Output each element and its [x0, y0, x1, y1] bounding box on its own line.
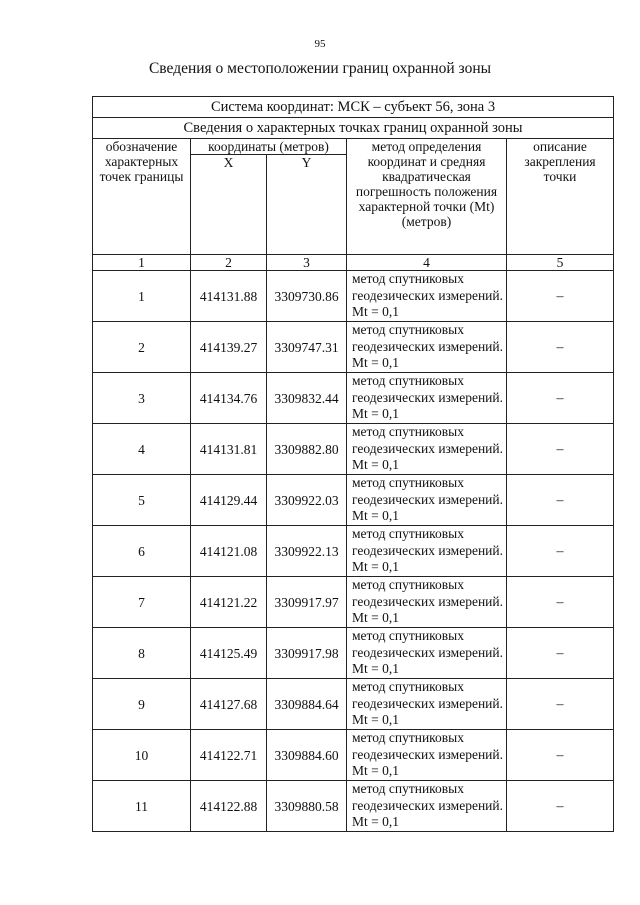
- method-description: метод спутниковых геодезических измерений. Mt = 0,1: [347, 526, 507, 577]
- table-row: [93, 271, 614, 322]
- coordinate-y: 3309917.97: [267, 577, 347, 628]
- coordinate-y: 3309884.60: [267, 730, 347, 781]
- point-id: 4: [93, 424, 191, 475]
- column-number: 3: [267, 255, 347, 271]
- table-row: [93, 628, 614, 679]
- method-description: метод спутниковых геодезических измерений. Mt = 0,1: [347, 628, 507, 679]
- header-row: [93, 139, 614, 155]
- coordinate-x: 414121.22: [191, 577, 267, 628]
- coordinate-x: 414131.81: [191, 424, 267, 475]
- column-number: 4: [347, 255, 507, 271]
- coordinate-x: 414122.71: [191, 730, 267, 781]
- page-number: 95: [314, 38, 326, 50]
- fixing-description: –: [507, 679, 614, 730]
- header-designation: обозначение характерных точек границы: [93, 139, 191, 255]
- fixing-description: –: [507, 322, 614, 373]
- fixing-description: –: [507, 781, 614, 832]
- coordinate-system: Система координат: МСК – субъект 56, зона 3: [93, 97, 614, 118]
- fixing-description: –: [507, 526, 614, 577]
- point-id: 6: [93, 526, 191, 577]
- method-description: метод спутниковых геодезических измерений. Mt = 0,1: [347, 730, 507, 781]
- point-id: 10: [93, 730, 191, 781]
- column-number: 1: [93, 255, 191, 271]
- point-id: 9: [93, 679, 191, 730]
- coordinate-x: 414134.76: [191, 373, 267, 424]
- table-row: [93, 322, 614, 373]
- header-description: описание закрепления точки: [507, 139, 614, 255]
- coordinate-y: 3309880.58: [267, 781, 347, 832]
- coordinates-table: [92, 96, 614, 832]
- coordinate-y: 3309922.03: [267, 475, 347, 526]
- header-x: X: [191, 155, 267, 255]
- coordinate-x: 414139.27: [191, 322, 267, 373]
- method-description: метод спутниковых геодезических измерений. Mt = 0,1: [347, 679, 507, 730]
- coordinate-x: 414131.88: [191, 271, 267, 322]
- table-subtitle: Сведения о характерных точках границ охранной зоны: [93, 118, 614, 139]
- column-number: 2: [191, 255, 267, 271]
- table-row: [93, 577, 614, 628]
- column-number-row: [93, 255, 614, 271]
- method-description: метод спутниковых геодезических измерений. Mt = 0,1: [347, 781, 507, 832]
- document-title: Сведения о местоположении границ охранной зоны: [148, 60, 492, 77]
- coordinate-y: 3309922.13: [267, 526, 347, 577]
- coordinate-x: 414122.88: [191, 781, 267, 832]
- coordinate-y: 3309832.44: [267, 373, 347, 424]
- fixing-description: –: [507, 475, 614, 526]
- point-id: 2: [93, 322, 191, 373]
- point-id: 1: [93, 271, 191, 322]
- method-description: метод спутниковых геодезических измерений. Mt = 0,1: [347, 424, 507, 475]
- fixing-description: –: [507, 628, 614, 679]
- coordinate-x: 414121.08: [191, 526, 267, 577]
- coordinate-y: 3309884.64: [267, 679, 347, 730]
- fixing-description: –: [507, 271, 614, 322]
- table-row: [93, 679, 614, 730]
- table-row: [93, 781, 614, 832]
- fixing-description: –: [507, 373, 614, 424]
- coordinate-y: 3309882.80: [267, 424, 347, 475]
- method-description: метод спутниковых геодезических измерений. Mt = 0,1: [347, 475, 507, 526]
- method-description: метод спутниковых геодезических измерений. Mt = 0,1: [347, 577, 507, 628]
- point-id: 3: [93, 373, 191, 424]
- method-description: метод спутниковых геодезических измерений. Mt = 0,1: [347, 271, 507, 322]
- point-id: 7: [93, 577, 191, 628]
- method-description: метод спутниковых геодезических измерений. Mt = 0,1: [347, 322, 507, 373]
- method-description: метод спутниковых геодезических измерений. Mt = 0,1: [347, 373, 507, 424]
- table-row: [93, 373, 614, 424]
- fixing-description: –: [507, 730, 614, 781]
- coordinate-x: 414125.49: [191, 628, 267, 679]
- header-y: Y: [267, 155, 347, 255]
- column-number: 5: [507, 255, 614, 271]
- fixing-description: –: [507, 577, 614, 628]
- coordinate-system-row: [93, 97, 614, 118]
- table-row: [93, 526, 614, 577]
- coordinate-x: 414127.68: [191, 679, 267, 730]
- table-row: [93, 730, 614, 781]
- table-row: [93, 475, 614, 526]
- coordinate-x: 414129.44: [191, 475, 267, 526]
- point-id: 5: [93, 475, 191, 526]
- fixing-description: –: [507, 424, 614, 475]
- header-method: метод определения координат и средняя квадратическая погрешность положения характерной точки (Mt) (метров): [347, 139, 507, 255]
- coordinate-y: 3309730.86: [267, 271, 347, 322]
- point-id: 11: [93, 781, 191, 832]
- table-row: [93, 424, 614, 475]
- table-subtitle-row: [93, 118, 614, 139]
- coordinate-y: 3309747.31: [267, 322, 347, 373]
- header-coordinates: координаты (метров): [191, 139, 347, 155]
- coordinate-y: 3309917.98: [267, 628, 347, 679]
- point-id: 8: [93, 628, 191, 679]
